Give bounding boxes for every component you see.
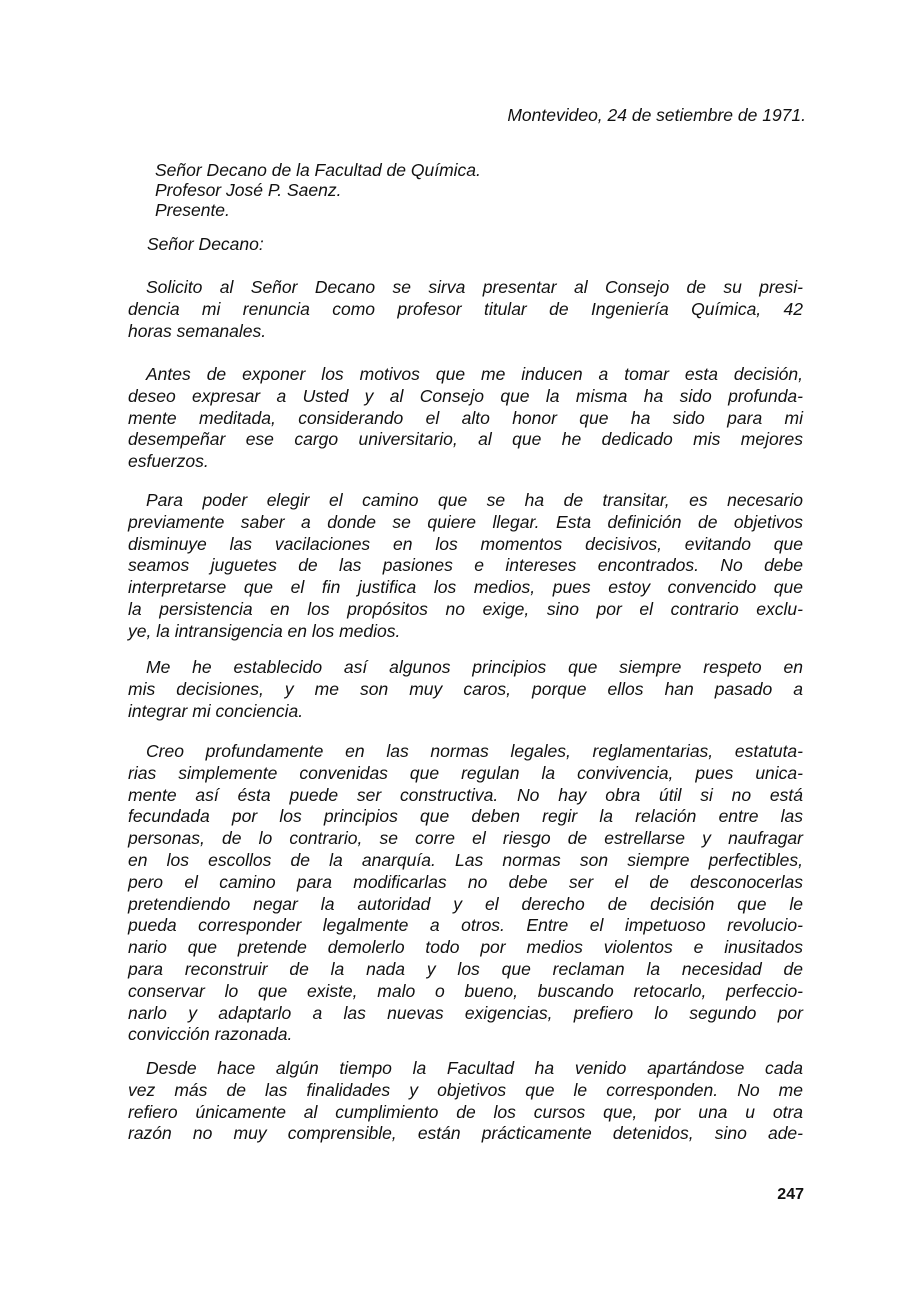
text-line: mis decisiones, y me son muy caros, porque ellos han pasado a [128, 678, 803, 699]
paragraph-4 [128, 657, 803, 722]
text-line: rias simplemente convenidas que regulan la convivencia, pues unica- [128, 762, 803, 783]
text-line: Para poder elegir el camino que se ha de transitar, es necesario [146, 490, 803, 510]
text-line: razón no muy comprensible, están prácticamente detenidos, sino ade- [128, 1123, 803, 1144]
paragraph-2 [128, 364, 803, 473]
letter-body [128, 1058, 803, 1171]
text-line: la persistencia en los propósitos no exige, sino por el contrario exclu- [128, 598, 803, 619]
text-line: pueda corresponder legalmente a otros. Entre el impetuoso revolucio- [128, 915, 803, 936]
text-line: en los escollos de la anarquía. Las normas son siempre perfectibles, [128, 849, 803, 870]
text-line: seamos juguetes de las pasiones e intereses encontrados. No debe [128, 555, 803, 576]
text-line: integrar mi conciencia. [128, 700, 304, 721]
page-number: 247 [777, 1186, 804, 1203]
letter-dateline: Montevideo, 24 de setiembre de 1971. [507, 105, 806, 125]
text-line: mente así ésta puede ser constructiva. No hay obra útil si no está [128, 784, 803, 805]
text-line: nario que pretende demolerlo todo por medios violentos e inusitados [128, 937, 803, 958]
address-line: Señor Decano de la Facultad de Química. [155, 160, 481, 180]
text-line: desempeñar ese cargo universitario, al que he dedicado mis mejores [128, 429, 803, 450]
text-line: Me he establecido así algunos principios que siempre respeto en [146, 657, 803, 677]
text-line: convicción razonada. [128, 1024, 293, 1045]
text-line: pretendiendo negar la autoridad y el derecho de decisión que le [128, 893, 803, 914]
text-line: ye, la intransigencia en los medios. [128, 620, 401, 641]
text-line: conservar lo que existe, malo o bueno, buscando retocarlo, perfeccio- [128, 980, 803, 1001]
text-line: esfuerzos. [128, 451, 209, 472]
paragraph-1 [128, 277, 803, 342]
letter-body [128, 277, 803, 368]
address-line: Presente. [155, 200, 230, 220]
salutation: Señor Decano: [147, 234, 264, 254]
text-line: Solicito al Señor Decano se sirva presentar al Consejo de su presi- [146, 277, 803, 297]
text-line: narlo y adaptarlo a las nuevas exigencias, prefiero lo segundo por [128, 1002, 803, 1023]
text-line: deseo expresar a Usted y al Consejo que la misma ha sido profunda- [128, 385, 803, 406]
text-line: interpretarse que el fin justifica los medios, pues estoy convencido que [128, 577, 803, 598]
text-line: personas, de lo contrario, se corre el riesgo de estrellarse y naufragar [128, 828, 803, 849]
text-line: pero el camino para modificarlas no debe ser el de desconocerlas [128, 871, 803, 892]
text-line: fecundada por los principios que deben regir la relación entre las [128, 806, 803, 827]
letter-body [128, 490, 803, 669]
text-line: previamente saber a donde se quiere llegar. Esta definición de objetivos [128, 511, 803, 532]
text-line: Creo profundamente en las normas legales, reglamentarias, estatuta- [146, 741, 803, 761]
text-line: para reconstruir de la nada y los que reclaman la necesidad de [128, 958, 803, 979]
address-line: Profesor José P. Saenz. [155, 180, 342, 200]
text-line: refiero únicamente al cumplimiento de los cursos que, por una u otra [128, 1101, 803, 1122]
text-line: horas semanales. [128, 320, 267, 341]
text-line: mente meditada, considerando el alto honor que ha sido para mi [128, 407, 803, 428]
text-line: Desde hace algún tiempo la Facultad ha venido apartándose cada [146, 1058, 803, 1078]
letter-body [128, 741, 803, 1072]
text-line: Antes de exponer los motivos que me inducen a tomar esta decisión, [146, 364, 803, 384]
text-line: vez más de las finalidades y objetivos que le corresponden. No me [128, 1079, 803, 1100]
paragraph-5 [128, 741, 803, 1046]
recipient-address [155, 160, 481, 220]
text-line: disminuye las vacilaciones en los momentos decisivos, evitando que [128, 533, 803, 554]
letter-body [128, 657, 803, 748]
paragraph-6 [128, 1058, 803, 1145]
text-line: dencia mi renuncia como profesor titular de Ingeniería Química, 42 [128, 298, 803, 319]
letter-body [128, 364, 803, 499]
paragraph-3 [128, 490, 803, 643]
